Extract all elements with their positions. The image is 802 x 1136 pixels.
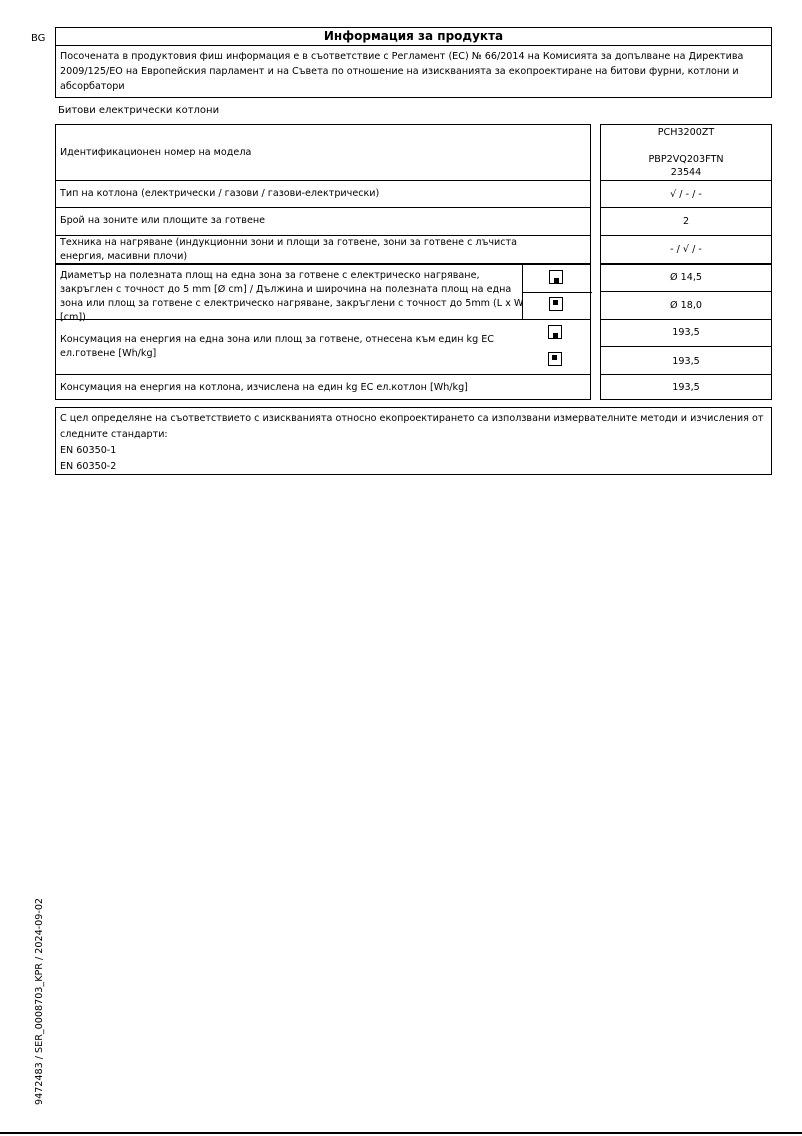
table-row <box>601 125 771 181</box>
cooking-zone-rear-right-icon <box>548 325 562 339</box>
table-row <box>56 265 590 323</box>
table-row <box>601 181 771 208</box>
heating-tech-value: - / √ / - <box>670 244 702 255</box>
diameter-label: Диаметър на полезната площ на една зона за готвене с електрическо нагряване, закръглен с точност до 5 mm [Ø cm] / Дължина и широчина на полезната площ на една зона или площ за готвене с електрическо нагряване, закръглени с точност до 5mm (L x W [cm]) <box>60 270 524 323</box>
spec-labels-table <box>55 124 591 400</box>
language-code: BG <box>31 33 46 44</box>
diameter-value-1: Ø 14,5 <box>670 272 702 283</box>
page-title: Информация за продукта <box>56 28 771 46</box>
table-row <box>601 236 771 265</box>
standards-text: С цел определяне на съответствието с изискванията относно екопроектирането са използвани измервателните методи и изчисления от следните стандарти: <box>60 413 764 440</box>
model-label: Идентификационен номер на модела <box>60 147 252 158</box>
product-info-header <box>55 27 772 98</box>
zones-label: Брой на зоните или площите за готвене <box>60 215 266 226</box>
bottom-divider <box>0 1132 802 1134</box>
product-category: Битови електрически котлони <box>58 105 220 116</box>
diameter-value-2: Ø 18,0 <box>670 300 702 311</box>
spec-values-table <box>600 124 772 400</box>
table-row <box>56 375 590 401</box>
standard-item: EN 60350-2 <box>60 461 117 472</box>
zones-value: 2 <box>682 216 690 227</box>
type-label: Тип на котлона (електрически / газови / газови-електрически) <box>60 188 380 199</box>
zone-icons-column <box>522 320 592 374</box>
cooking-zone-front-center-icon <box>548 352 562 366</box>
table-row <box>56 125 590 181</box>
zone-consumption-value-1: 193,5 <box>672 327 700 338</box>
hob-consumption-value: 193,5 <box>672 382 700 393</box>
table-row <box>56 236 590 265</box>
regulation-intro: Посочената в продуктовия фиш информация е в съответствие с Регламент (ЕС) № 66/2014 на Комисията за допълване на Директива 2009/125/ЕО на Европейския парламент и на Съвета по отношение на изискванията за екопроектиране на битови фурни, котлони и абсорбатори <box>60 51 744 92</box>
table-row <box>56 181 590 208</box>
type-value: √ / - / - <box>670 189 702 200</box>
table-row <box>601 347 771 375</box>
zone-consumption-value-2: 193,5 <box>672 356 700 367</box>
table-row <box>56 320 590 375</box>
standards-note <box>55 407 772 475</box>
table-row <box>601 265 771 292</box>
zone-icons-column <box>522 265 592 319</box>
document-reference-code: 9472483 / SER_0008703_KPR / 2024-09-02 <box>34 897 45 1105</box>
model-value-1: PCH3200ZT <box>657 127 715 138</box>
zone-consumption-label: Консумация на енергия на една зона или площ за готвене, отнесена към един kg ЕС ел.готвене [Wh/kg] <box>60 334 494 359</box>
table-row <box>56 208 590 236</box>
standard-item: EN 60350-1 <box>60 445 117 456</box>
heating-tech-label: Техника на нагряване (индукционни зони и площи за готвене, зони за готвене с лъчиста енергия, масивни плочи) <box>60 237 517 262</box>
table-row <box>601 292 771 320</box>
table-row <box>601 375 771 401</box>
cooking-zone-front-center-icon <box>549 297 563 311</box>
hob-consumption-label: Консумация на енергия на котлона, изчислена на един kg ЕС ел.котлон [Wh/kg] <box>60 382 468 393</box>
table-row <box>601 320 771 347</box>
model-value-3: 23544 <box>670 167 702 178</box>
table-row <box>601 208 771 236</box>
model-value-2: PBP2VQ203FTN <box>648 154 724 165</box>
cooking-zone-rear-right-icon <box>549 270 563 284</box>
